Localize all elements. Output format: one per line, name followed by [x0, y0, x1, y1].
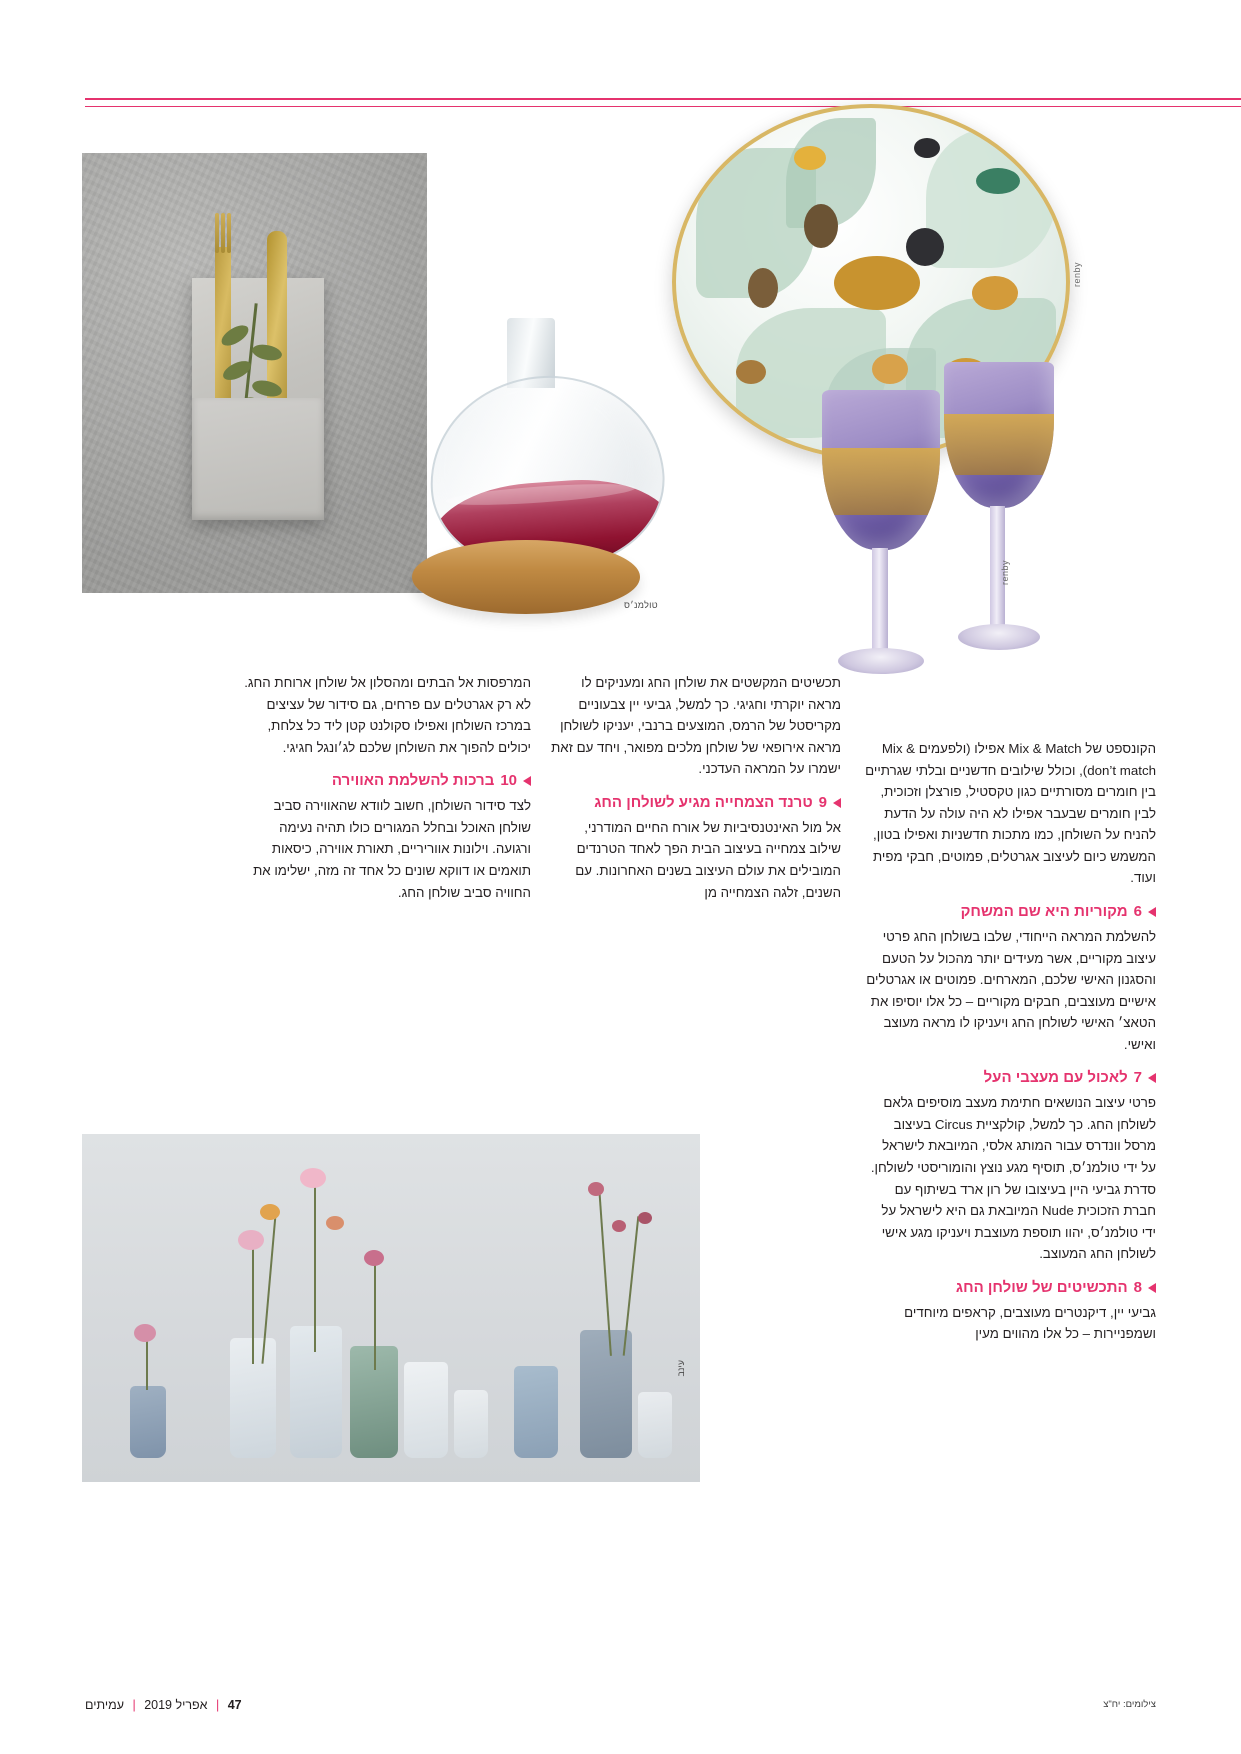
issue-date: אפריל 2019 [144, 1698, 208, 1712]
section-text: פרטי עיצוב הנושאים חתימת מעצב מוסיפים גלאם לשולחן החג. כך למשל, קולקציית Circus בעיצוב מרסל וונדרס עבור המותג אלסי, המיובאת לישראל על ידי טולמנ׳ס, תוסיף מגע נוצץ והומוריסטי לשולחן. סדרת גביעי היין בעיצובו של רון ארד בשיתוף עם חברת הזכוכית Nude המיובאת גם היא לישראל על ידי טולמנ׳ס, יהוו תוספת מעוצבת ויעניקו מגע אישי לשולחן החג המעוצב. [870, 1095, 1156, 1262]
page-number: 47 [227, 1698, 242, 1712]
top-rule-thick [85, 98, 1241, 100]
decanter-credit: טולמנ׳ס [624, 600, 658, 610]
vase [638, 1392, 672, 1458]
vases-credit: עינב [676, 1360, 686, 1377]
napkin-pocket [192, 398, 324, 520]
bullet-triangle-icon [523, 776, 531, 786]
section-heading-10 [241, 771, 531, 791]
text-column-left [241, 672, 531, 916]
footer-page-info [85, 1698, 242, 1712]
vase [514, 1366, 558, 1458]
paragraph-text: המרפסות אל הבתים ומהסלון אל שולחן ארוחת החג. לא רק אגרטלים עם פרחים, גם סידור של עציצים במרכז השולחן ואפילו סקולנט קטן ליד כל צלחת, יכולים להפוך את השולחן שלכם לג׳ונגל חגיגי. [244, 675, 531, 755]
section-title: לאכול עם מעצבי העל [983, 1069, 1128, 1087]
section-number: 9 [818, 793, 827, 811]
paragraph-block [864, 738, 1156, 889]
section-block-8 [864, 1278, 1156, 1345]
bullet-triangle-icon [1148, 1073, 1156, 1083]
vase [130, 1386, 166, 1458]
vase [290, 1326, 342, 1458]
section-heading-7 [864, 1068, 1156, 1088]
section-number: 6 [1133, 902, 1142, 920]
magazine-name: עמיתים [85, 1698, 124, 1712]
section-title: ברכות להשלמת האווירה [331, 772, 495, 790]
section-heading-6 [864, 902, 1156, 922]
section-block-9 [551, 793, 841, 903]
text-column-right [864, 738, 1156, 1358]
glass-vases-flowers-photo [82, 1134, 700, 1482]
photo-credit-line: צילומים: יח"צ [1103, 1699, 1156, 1710]
paragraph-text: תכשיטים המקשטים את שולחן החג ומעניקים לו מראה יוקרתי וחגיגי. כך למשל, גביעי יין צבעוניים מקריסטל של הרמס, המוצעים ברנבי, יעניקו לשולחן מראה אירופאי של שולחן מלכים מפואר, ויחד עם זאת ישמרו על המראה העדכני. [551, 675, 841, 777]
text-column-middle [551, 672, 841, 916]
section-number: 8 [1133, 1278, 1142, 1296]
section-title: טרנד הצמחייה מגיע לשולחן החג [594, 793, 813, 811]
top-rule-thin [85, 106, 1241, 107]
bullet-triangle-icon [1148, 907, 1156, 917]
section-title: התכשיטים של שולחן החג [955, 1278, 1128, 1296]
paragraph-block [241, 672, 531, 758]
section-heading-9 [551, 793, 841, 813]
section-text: לצד סידור השולחן, חשוב לוודא שהאווירה סביב שולחן האוכל ובחלל המגורים כולו תהיה נעימה ורגועה. וילונות אווריריים, תאורת אווירה, כיסאות תואמים או דווקא שונים כל אחד זה מזה, ישלימו את החוויה סביב שולחן החג. [253, 798, 531, 900]
paragraph-block [551, 672, 841, 780]
section-number: 10 [500, 772, 517, 790]
crystal-goblet-short [822, 390, 940, 700]
vase [454, 1390, 488, 1458]
crystal-goblet-tall [944, 362, 1054, 692]
section-heading-8 [864, 1278, 1156, 1298]
paragraph-text: הקונספט של Mix & Match אפילו (ולפעמים Mix & don’t match), וכולל שילובים חדשניים ובלתי שגרתיים בין חומרים מסורתיים כגון טקסטיל, פורצלן וזכוכית, לבין חומרים שבעבר אפילו לא היה עולה על הדעת להניח על השולחן, כמו מתכות חדשניות ואפילו בטון, המשמש כיום לעיצוב אגרטלים, פמוטים, חבקי מפית ועוד. [865, 741, 1156, 886]
goblets-credit: renby [1000, 560, 1010, 586]
section-block-6 [864, 902, 1156, 1055]
section-block-10 [241, 771, 531, 903]
bullet-triangle-icon [1148, 1283, 1156, 1293]
bullet-triangle-icon [833, 798, 841, 808]
vase [404, 1362, 448, 1458]
footer-separator: | [216, 1698, 220, 1712]
wood-board [412, 540, 640, 614]
cutlery-napkin-photo [82, 153, 427, 593]
footer-separator: | [132, 1698, 136, 1712]
section-text: אל מול האינטנסיביות של אורח החיים המודרני, שילוב צמחייה בעיצוב הבית הפך לאחד הטרנדים המובילים את עולם העיצוב בשנים האחרונות. עם השנים, זלגה הצמחייה מן [575, 819, 841, 900]
wine-decanter-photo [400, 318, 690, 618]
section-number: 7 [1133, 1069, 1142, 1087]
section-block-7 [864, 1068, 1156, 1265]
section-text: להשלמת המראה הייחודי, שלבו בשולחן החג פרטי עיצוב מקוריים, אשר מעידים יותר מהכול על הטעם והסגנון האישי שלכם, המארחים. פמוטים או אגרטלים אישיים מעוצבים, חבקים מקוריים – כל אלו יוסיפו את הטאצ׳ האישי לשולחן החג ויעניקו לו מראה מעוצב ואישי. [866, 928, 1156, 1052]
section-text: גביעי יין, דיקנטרים מעוצבים, קראפים מיוחדים ושמפניירות – כל אלו מהווים מעין [904, 1304, 1156, 1342]
plate-credit: renby [1072, 262, 1082, 288]
section-title: מקוריות היא שם המשחק [960, 902, 1128, 920]
